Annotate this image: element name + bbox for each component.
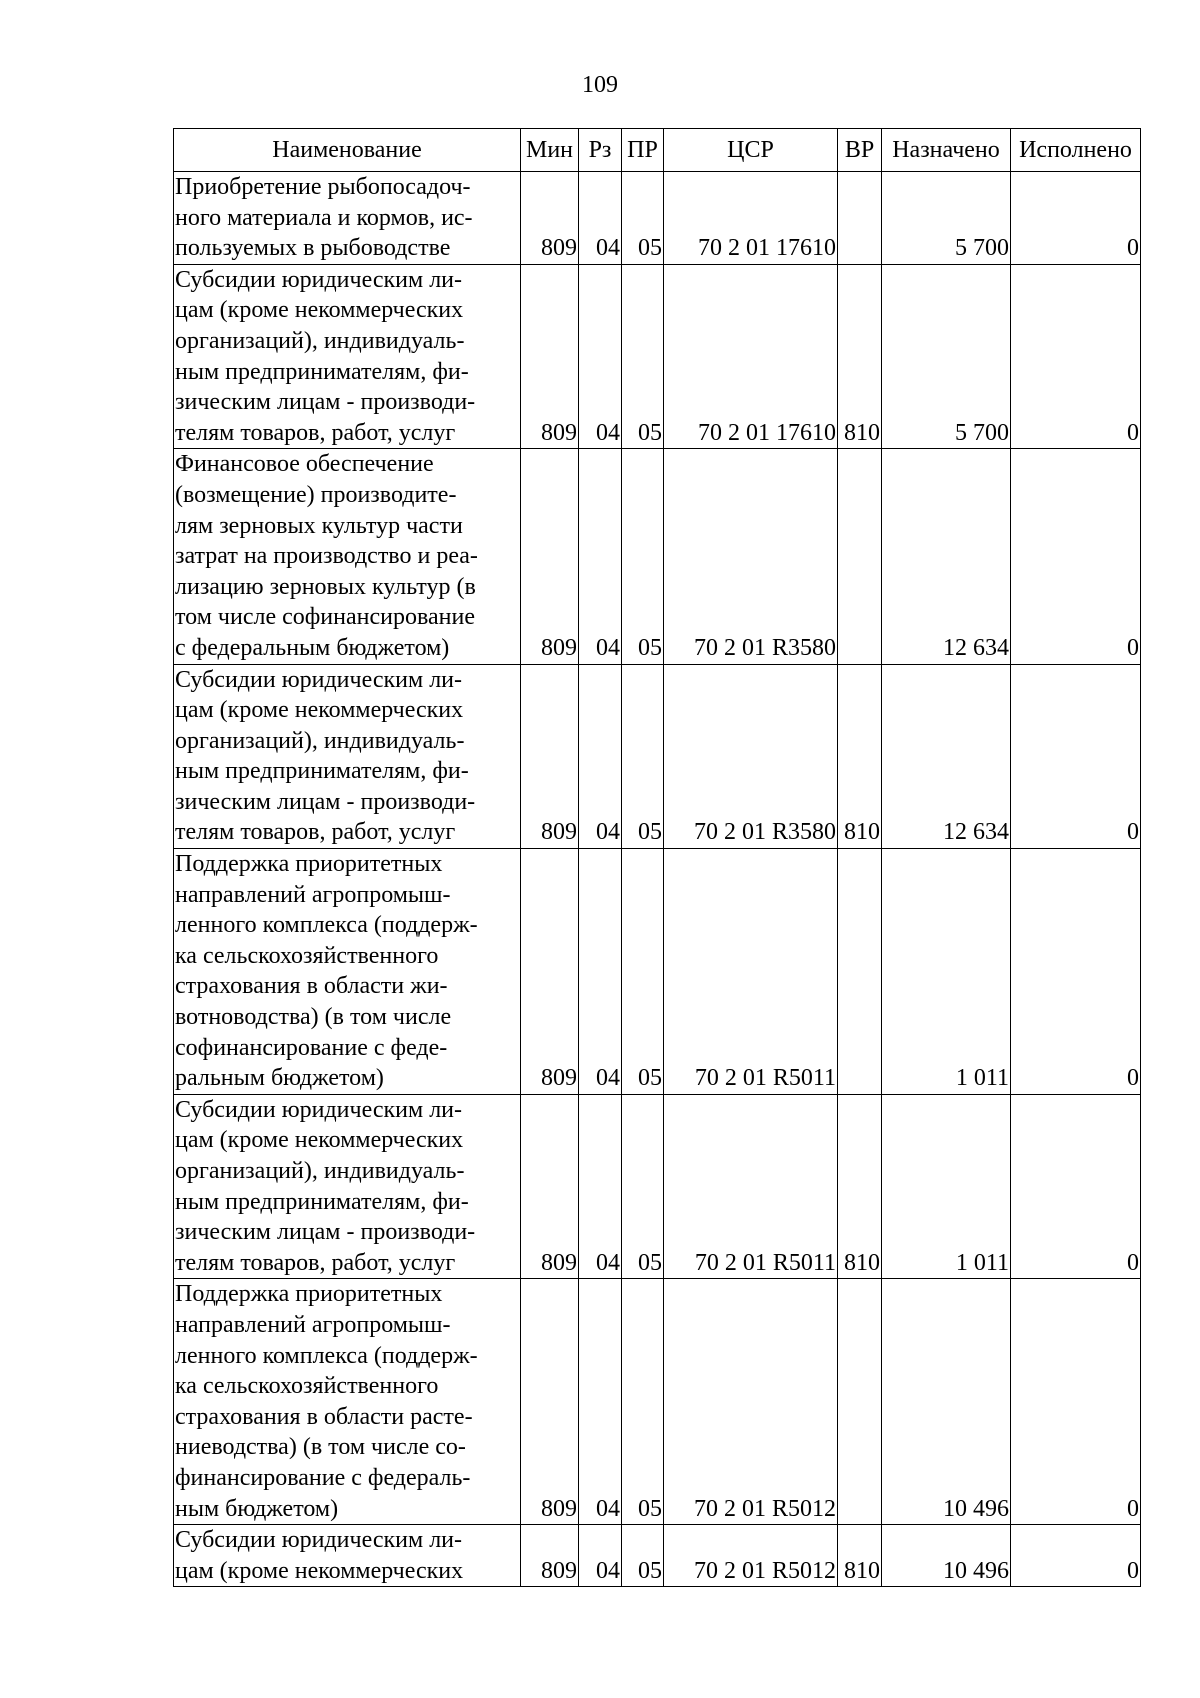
row-pr: 05 bbox=[622, 849, 664, 1095]
row-executed: 0 bbox=[1011, 664, 1141, 849]
row-name-line: ральным бюджетом) bbox=[175, 1065, 384, 1092]
row-name-line: лям зерновых культур части bbox=[175, 512, 463, 539]
row-rz: 04 bbox=[579, 1094, 622, 1279]
row-name-line: цам (кроме некоммерческих bbox=[175, 297, 464, 324]
row-name-line: зическим лицам - производи- bbox=[175, 1219, 476, 1246]
row-name-line: ным предпринимателям, фи- bbox=[175, 758, 469, 785]
table-row bbox=[174, 664, 1141, 849]
row-min: 809 bbox=[521, 1279, 579, 1525]
row-name bbox=[174, 664, 521, 849]
row-vr: 810 bbox=[838, 264, 882, 449]
header-csr: ЦСР bbox=[664, 129, 838, 172]
row-executed: 0 bbox=[1011, 264, 1141, 449]
row-csr: 70 2 01 R3580 bbox=[664, 664, 838, 849]
row-vr: 810 bbox=[838, 664, 882, 849]
row-name-line: Приобретение рыбопосадоч- bbox=[175, 174, 471, 200]
row-name-line: финансирование с федераль- bbox=[175, 1464, 471, 1491]
header-executed: Исполнено bbox=[1011, 129, 1141, 172]
row-name-line: ка сельскохозяйственного bbox=[175, 942, 439, 969]
header-name: Наименование bbox=[174, 129, 521, 172]
row-name-line: телям товаров, работ, услуг bbox=[175, 819, 456, 846]
row-vr bbox=[838, 172, 882, 265]
row-rz: 04 bbox=[579, 264, 622, 449]
table-body bbox=[174, 172, 1141, 1587]
row-pr: 05 bbox=[622, 664, 664, 849]
row-name-line: ным бюджетом) bbox=[175, 1495, 339, 1522]
row-csr: 70 2 01 R5012 bbox=[664, 1279, 838, 1525]
row-vr bbox=[838, 1279, 882, 1525]
header-assigned: Назначено bbox=[882, 129, 1011, 172]
row-name-line: направлений агропромыш- bbox=[175, 881, 451, 908]
row-vr bbox=[838, 849, 882, 1095]
row-name-line: софинансирование с феде- bbox=[175, 1034, 448, 1061]
header-vr: ВР bbox=[838, 129, 882, 172]
row-assigned: 10 496 bbox=[882, 1525, 1011, 1587]
row-pr: 05 bbox=[622, 1525, 664, 1587]
row-pr: 05 bbox=[622, 172, 664, 265]
row-name-line: затрат на производство и реа- bbox=[175, 543, 478, 570]
row-csr: 70 2 01 R5012 bbox=[664, 1525, 838, 1587]
row-vr bbox=[838, 449, 882, 664]
row-pr: 05 bbox=[622, 264, 664, 449]
row-vr: 810 bbox=[838, 1525, 882, 1587]
row-executed: 0 bbox=[1011, 1094, 1141, 1279]
row-executed: 0 bbox=[1011, 1279, 1141, 1525]
header-rz: Рз bbox=[579, 129, 622, 172]
row-name-line: цам (кроме некоммерческих bbox=[175, 697, 464, 724]
row-name-line: пользуемых в рыбоводстве bbox=[175, 235, 451, 262]
budget-table bbox=[173, 128, 1141, 1587]
row-executed: 0 bbox=[1011, 1525, 1141, 1587]
row-name-line: цам (кроме некоммерческих bbox=[175, 1557, 464, 1584]
row-name-line: ного материала и кормов, ис- bbox=[175, 204, 473, 231]
row-pr: 05 bbox=[622, 1279, 664, 1525]
row-min: 809 bbox=[521, 1094, 579, 1279]
row-name-line: вотноводства) (в том числе bbox=[175, 1004, 452, 1031]
row-name-line: ным предпринимателям, фи- bbox=[175, 358, 469, 385]
row-name-line: том числе софинансирование bbox=[175, 604, 475, 631]
row-name-line: ленного комплекса (поддерж- bbox=[175, 1342, 478, 1369]
row-pr: 05 bbox=[622, 449, 664, 664]
row-min: 809 bbox=[521, 849, 579, 1095]
row-name-line: ниеводства) (в том числе со- bbox=[175, 1434, 466, 1461]
row-name-line: Субсидии юридическим ли- bbox=[175, 1096, 463, 1123]
row-min: 809 bbox=[521, 1525, 579, 1587]
row-name-line: с федеральным бюджетом) bbox=[175, 634, 450, 661]
row-csr: 70 2 01 R5011 bbox=[664, 1094, 838, 1279]
table-row bbox=[174, 172, 1141, 265]
row-assigned: 10 496 bbox=[882, 1279, 1011, 1525]
row-name-line: ным предпринимателям, фи- bbox=[175, 1188, 469, 1215]
row-assigned: 12 634 bbox=[882, 449, 1011, 664]
row-assigned: 1 011 bbox=[882, 849, 1011, 1095]
row-name-line: Поддержка приоритетных bbox=[175, 1281, 443, 1308]
row-min: 809 bbox=[521, 172, 579, 265]
row-name bbox=[174, 1094, 521, 1279]
row-name-line: телям товаров, работ, услуг bbox=[175, 419, 456, 446]
row-min: 809 bbox=[521, 449, 579, 664]
row-name bbox=[174, 264, 521, 449]
table-header-row bbox=[174, 129, 1141, 172]
row-assigned: 12 634 bbox=[882, 664, 1011, 849]
row-name-line: организаций), индивидуаль- bbox=[175, 327, 465, 354]
row-rz: 04 bbox=[579, 172, 622, 265]
row-name bbox=[174, 849, 521, 1095]
row-name-line: направлений агропромыш- bbox=[175, 1311, 451, 1338]
header-min: Мин bbox=[521, 129, 579, 172]
row-name-line: организаций), индивидуаль- bbox=[175, 1158, 465, 1184]
row-name-line: телям товаров, работ, услуг bbox=[175, 1249, 456, 1276]
table-row bbox=[174, 449, 1141, 664]
row-name-line: страхования в области расте- bbox=[175, 1403, 473, 1430]
row-rz: 04 bbox=[579, 1279, 622, 1525]
row-csr: 70 2 01 R5011 bbox=[664, 849, 838, 1095]
row-name bbox=[174, 449, 521, 664]
row-name-line: ленного комплекса (поддерж- bbox=[175, 912, 478, 939]
row-name-line: Субсидии юридическим ли- bbox=[175, 266, 463, 293]
row-name-line: Субсидии юридическим ли- bbox=[175, 666, 463, 693]
table-row bbox=[174, 1094, 1141, 1279]
row-name bbox=[174, 1279, 521, 1525]
row-executed: 0 bbox=[1011, 449, 1141, 664]
row-name bbox=[174, 172, 521, 265]
row-name-line: Поддержка приоритетных bbox=[175, 851, 443, 878]
table-row bbox=[174, 1279, 1141, 1525]
row-name-line: Финансовое обеспечение bbox=[175, 451, 434, 478]
table-row bbox=[174, 849, 1141, 1095]
page-number: 109 bbox=[582, 72, 618, 98]
row-name-line: зическим лицам - производи- bbox=[175, 389, 476, 416]
row-rz: 04 bbox=[579, 849, 622, 1095]
row-name-line: ка сельскохозяйственного bbox=[175, 1373, 439, 1400]
row-assigned: 5 700 bbox=[882, 264, 1011, 449]
table-row bbox=[174, 1525, 1141, 1587]
row-min: 809 bbox=[521, 664, 579, 849]
row-name-line: зическим лицам - производи- bbox=[175, 788, 476, 815]
row-vr: 810 bbox=[838, 1094, 882, 1279]
row-rz: 04 bbox=[579, 449, 622, 664]
row-name-line: страхования в области жи- bbox=[175, 973, 448, 1000]
row-executed: 0 bbox=[1011, 849, 1141, 1095]
row-name bbox=[174, 1525, 521, 1587]
row-csr: 70 2 01 17610 bbox=[664, 264, 838, 449]
row-name-line: лизацию зерновых культур (в bbox=[175, 573, 476, 600]
row-name-line: Субсидии юридическим ли- bbox=[175, 1527, 463, 1554]
row-csr: 70 2 01 17610 bbox=[664, 172, 838, 265]
row-name-line: (возмещение) производите- bbox=[175, 481, 457, 508]
table-row bbox=[174, 264, 1141, 449]
row-pr: 05 bbox=[622, 1094, 664, 1279]
header-pr: ПР bbox=[622, 129, 664, 172]
row-rz: 04 bbox=[579, 664, 622, 849]
row-rz: 04 bbox=[579, 1525, 622, 1587]
row-executed: 0 bbox=[1011, 172, 1141, 265]
row-name-line: организаций), индивидуаль- bbox=[175, 727, 465, 754]
row-name-line: цам (кроме некоммерческих bbox=[175, 1127, 464, 1154]
row-csr: 70 2 01 R3580 bbox=[664, 449, 838, 664]
row-assigned: 5 700 bbox=[882, 172, 1011, 265]
row-assigned: 1 011 bbox=[882, 1094, 1011, 1279]
row-min: 809 bbox=[521, 264, 579, 449]
